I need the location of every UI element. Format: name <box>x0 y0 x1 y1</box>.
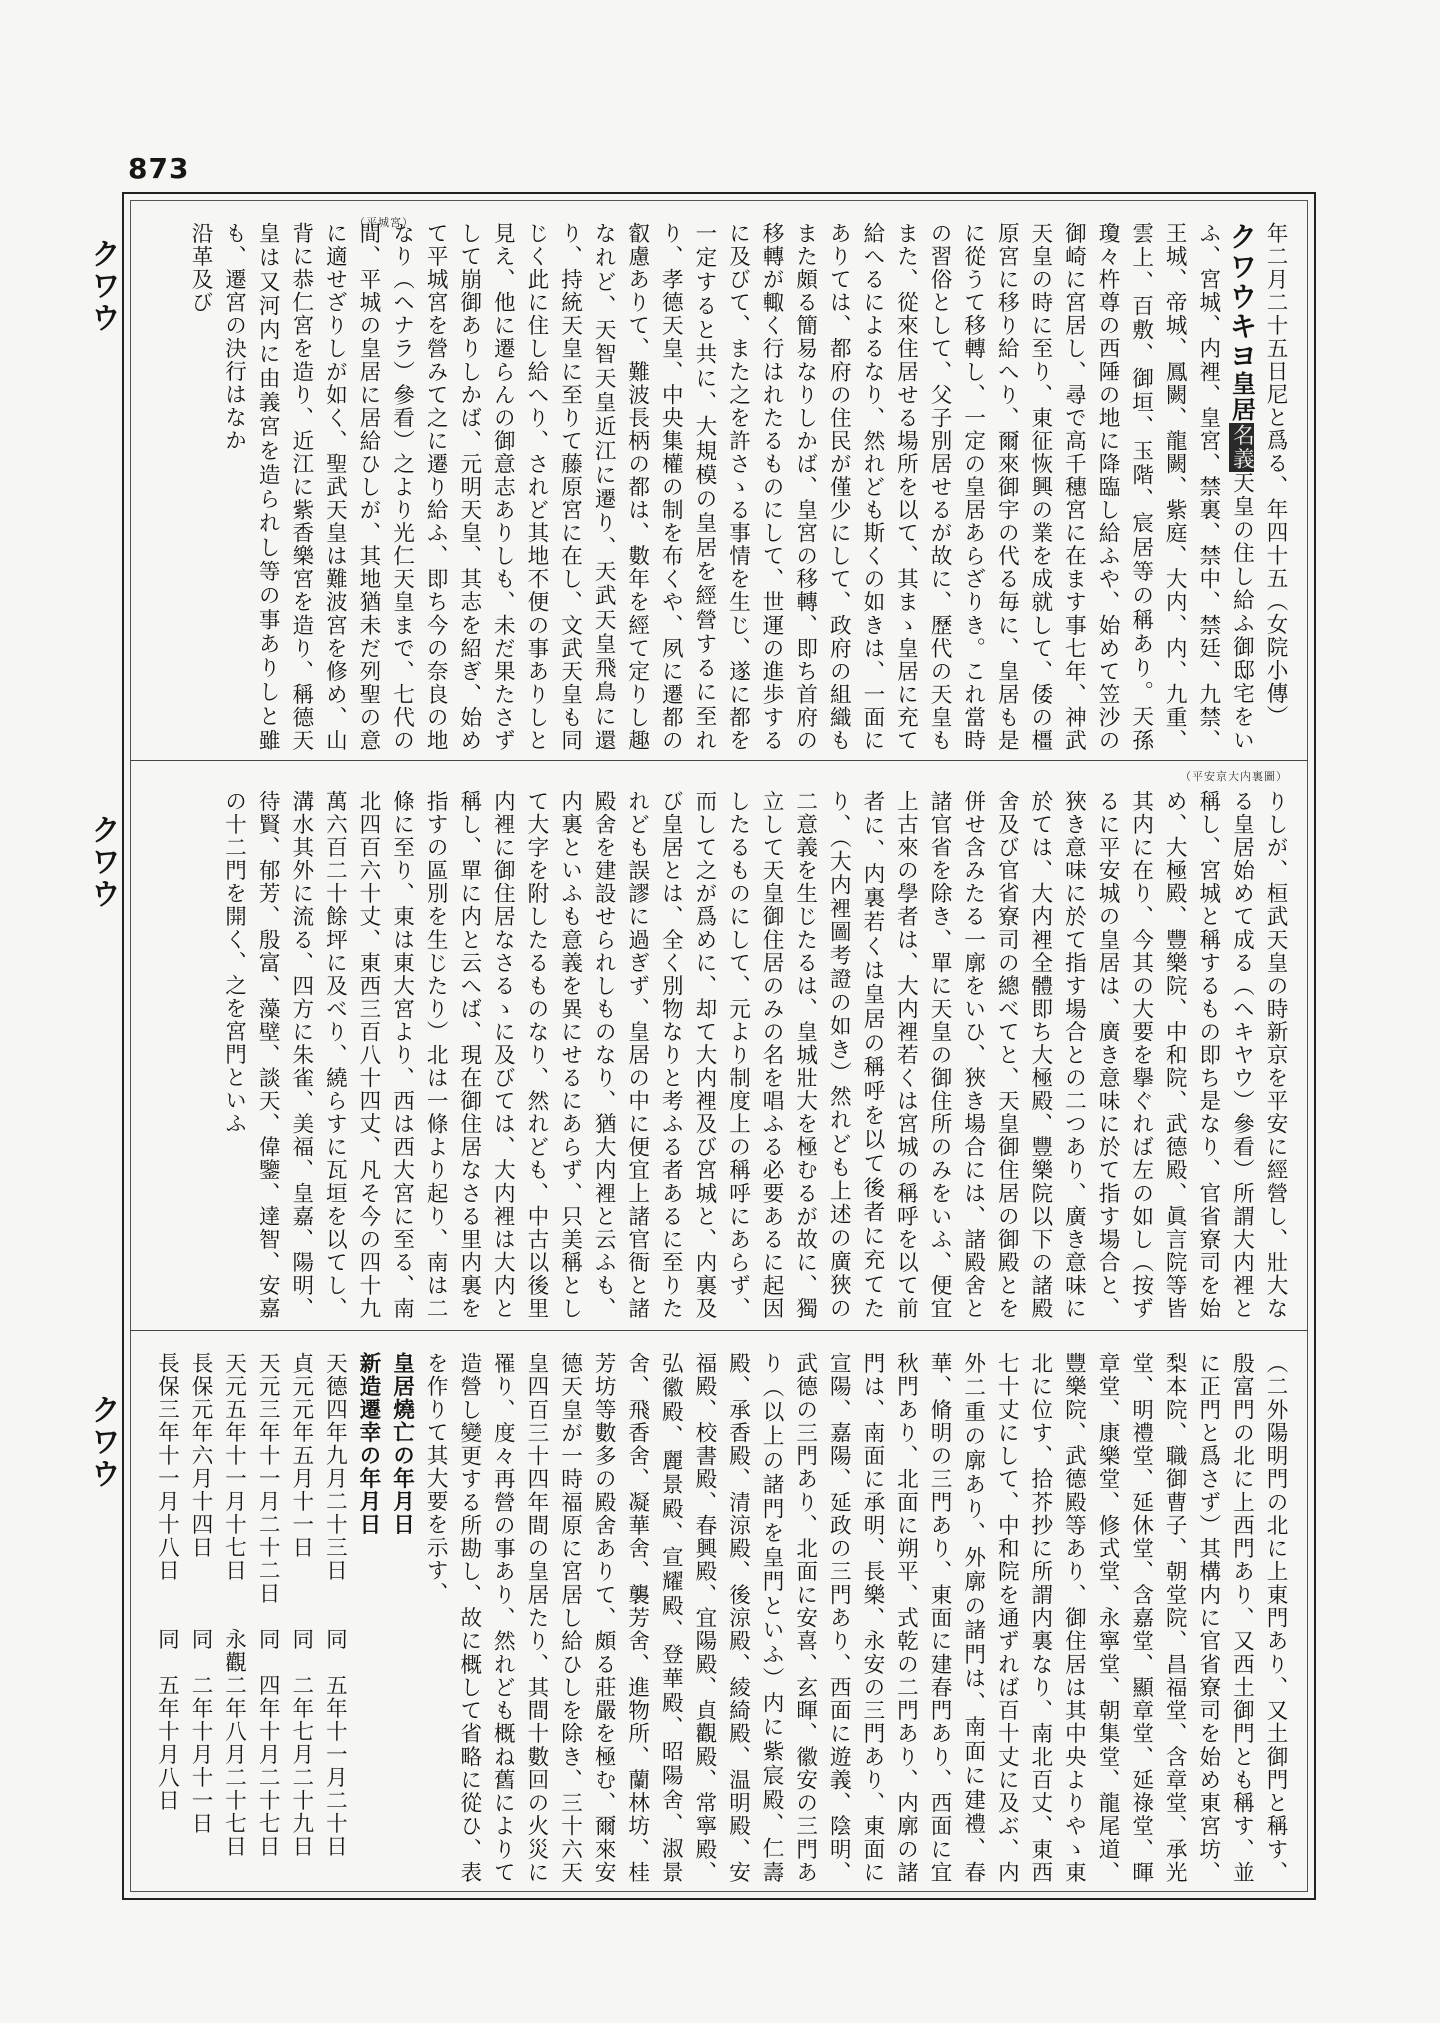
table-row: 長保元年六月十四日 同 二年十月十一日 <box>188 1352 213 1835</box>
caption-upper: （平城宮） <box>354 216 414 229</box>
table-row: 長保三年十一月十八日 同 五年十月八日 <box>154 1352 180 1812</box>
side-label-2: クワウ <box>85 814 120 910</box>
side-label-1: クワウ <box>85 238 120 334</box>
tag-meigi: 名義 <box>1229 423 1255 471</box>
tier1-para-1: 天皇の住し給ふ御邸宅をいふ、宮城、内裡、皇宮、禁裏、禁中、禁廷、九禁、王城、帝城、鳳闕、龍闕、紫庭、大内、内、九重、雲上、百敷、御垣、玉階、宸居等の稱あり。天孫瓊々杵尊の西陲の地に降臨し給ふや、始めて笠沙の御崎に宮居し、尋で高千穗宮に在ます事七年、神武天皇の時に至り、東征恢興の業を成就して、倭の橿原宮に移り給へり、爾來御宇の代る毎に、皇居も是に從うて移轉し、一定の皇居あらざりき。これ當時の習俗として、父子別居せるが故に、歷代の天皇もまた、從來住居せる場所を以て、其まゝ皇居に充て給へるによるなり、然れども斯くの如きは、一面にありては、都府の住民が僅少にして、政府の組織もまた頗る簡易なりしかば、皇宮の移轉、即ち首府の移轉が輙く行はれたるものにして、世運の進歩するに及びて、また之を許さゝる事情を生じ、遂に都を一定すると共に、大規模の皇居を經營するに至れり、孝德天皇、中央集權の制を布くや、夙に遷都の叡慮ありて、難波長柄の都は、數年を經て定りし趣なれど、天智天皇近江に遷り、天武天皇飛鳥に還り、持統天皇に至りて藤原宮に在し、文武天皇も同じく此に住し給へり、されど其地不便の事ありしと見え、他に遷らんの御意志ありしも、未だ果たさずして崩御ありしかば、元明天皇、其志を紹ぎ、始めて平城宮を營みて之に遷り給ふ、即ち今の奈良の地なり（ヘナラ）參看）之より光仁天皇まで、七代の間、平城の皇居に居給ひしが、其地猶未だ列聖の意に適せざりしが如く、聖武天皇は難波宮を修め、山背に恭仁宮を造り、近江に紫香樂宮を造り、稱德天皇は又河内に由義宮を造られし等の事ありしと雖も、遷宮の決行はなか <box>221 222 1255 753</box>
table-head-right: 新造遷幸の年月日 <box>355 1352 381 1536</box>
table-row: 天元五年十一月十七日 永觀二年八月二十七日 <box>221 1352 247 1858</box>
tier3-para-1: （二外陽明門の北に上東門あり、又土御門と稱す、殷富門の北に上西門あり、又西土御門とも稱す、並に正門と爲さず）其構内に官省寮司を始め東宮坊、梨本院、職御曹子、朝堂院、昌福堂、含章堂、承光堂、明禮堂、延休堂、含嘉堂、顯章堂、延祿堂、暉章堂、康樂堂、修式堂、永寧堂、朝集堂、龍尾道、豐樂院、武德殿等あり、御住居は其中央よりやゝ東北に位す、拾芥抄に所謂内裏なり、南北百丈、東西七十丈にして、中和院を通ずれば百十丈に及ぶ、内外二重の廓あり、外廓の諸門は、南面に建禮、春華、脩明の三門あり、東面に建春門あり、西面に宜秋門あり、北面に朔平、式乾の二門あり、内廓の諸門は、南面に承明、長樂、永安の三門あり、東面に宣陽、嘉陽、延政の三門あり、西面に遊義、陰明、武德の三門あり、北面に安喜、玄暉、徽安の三門あり（以上の諸門を皇門といふ）内に紫宸殿、仁壽殿、承香殿、清涼殿、後涼殿、綾綺殿、温明殿、安福殿、校書殿、春興殿、宜陽殿、貞觀殿、常寧殿、弘徽殿、麗景殿、宣耀殿、登華殿、昭陽舍、淑景舍、飛香舍、凝華舍、襲芳舍、進物所、蘭林坊、桂芳坊等數多の殿舍ありて、頗る莊嚴を極む、爾來安德天皇が一時福原に宮居し給ひしを除き、三十六天皇四百三十四年間の皇居たり、其間十數回の火災に罹り、度々再營の事あり、然れども概ね舊によりて造營し變更する所勘し、故に概して省略に從ひ、表を作りて其大要を示す、 <box>423 1352 1288 1884</box>
tier-divider-1 <box>130 760 1308 761</box>
tier-divider-2 <box>130 1330 1308 1331</box>
tier-3 <box>154 1352 1292 1884</box>
tier2-para-1: りしが、桓武天皇の時新京を平安に經營し、壯大なる皇居始めて成る（ヘキヤウ）參看）所謂大内裡と稱し、宮城と稱するもの即ち是なり、官省寮司を始め、大極殿、豐樂院、中和院、武德殿、眞言院等皆其内に在り、今其の大要を擧ぐれば左の如し（按ずるに平安城の皇居は、廣き意味に於て指す場合と、狹き意味に於て指す場合との二つあり、廣き意味に於ては、大内裡全體即ち大極殿、豐樂院以下の諸殿舍及び官省寮司の總べてと、天皇御住居の御殿とを併せ含みたる一廓をいひ、狹き場合には、諸殿舍と諸官省を除き、單に天皇の御住所のみをいふ、便宜上古來の學者は、大内裡若くは宮城の稱呼を以て前者に、内裏若くは皇居の稱呼を以て後者に充てたり、（大内裡圖考證の如き）然れども上述の廣狹の二意義を生じたるは、皇城壯大を極むるが故に、獨立して天皇御住居のみの名を唱ふる必要あるに起因したるものにして、元より制度上の稱呼にあらず、而して之が爲めに、却て大内裡及び宮城と、内裏及び皇居とは、全く別物なりと考ふる者あるに至りたれども誤謬に過ぎず、皇居の中に便宜上諸官衙と諸殿舍を建設せられしものなり、猶大内裡と云ふも、内裏といふも意義を異にせるにあらず、只美稱として大字を附したるものなり、然れども、中古以後里内裡に御住居なさるゝに及びては、大内裡は大内と稱し、單に内と云へば、現在御住居なさる里内裏を指すの區別を生じたり）北は一條より起り、南は二條に至り、東は東大宮より、西は西大宮に至る、南北四百六十丈、東西三百八十四丈、凡そ今の四十九萬六百二十餘坪に及べり、繞らすに瓦垣を以てし、溝水其外に流る、四方に朱雀、美福、皇嘉、陽明、待賢、郁芳、殷富、藻壁、談天、偉鑒、達智、安嘉の十二門を開く、之を宮門といふ <box>221 790 1288 1320</box>
caption-middle: （平安京大内裏圖） <box>1180 770 1288 783</box>
tier1-lead: 年二月二十五日尼と爲る、年四十五（女院小傳） <box>1263 222 1288 728</box>
table-row: 貞元元年五月十一日 同 二年七月二十九日 <box>288 1352 314 1858</box>
tag-enkaku: 沿革及び <box>188 222 213 314</box>
entry-sub: 皇居 <box>1227 371 1257 423</box>
table-head-left: 皇居燒亡の年月日 <box>389 1352 415 1536</box>
table-row: 天元三年十一月二十二日 同 四年十月二十七日 <box>255 1352 281 1858</box>
table-row: 天德四年九月二十三日 同 五年十一月二十日 <box>322 1352 348 1858</box>
page-number: 873 <box>128 152 190 185</box>
side-label-3: クワウ <box>85 1394 120 1490</box>
entry-head: クワウキヨ <box>1225 222 1259 372</box>
entry-heading <box>217 222 1258 752</box>
tier-1 <box>168 222 1292 752</box>
tier-2 <box>168 790 1292 1320</box>
